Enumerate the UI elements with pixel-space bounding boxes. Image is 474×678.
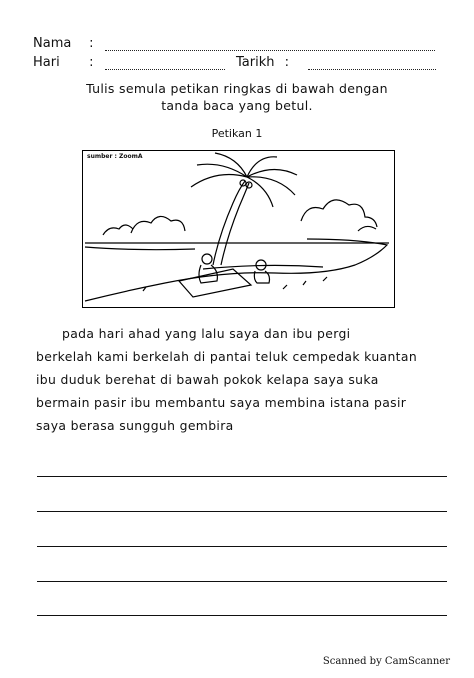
- date-colon: :: [284, 55, 290, 70]
- name-label: Nama: [33, 36, 72, 51]
- beach-illustration: [82, 150, 395, 308]
- passage: [36, 322, 446, 437]
- date-row: [236, 55, 289, 70]
- passage-line-4: bermain pasir ibu membantu saya membina istana pasir: [36, 395, 407, 410]
- scanner-watermark: Scanned by CamScanner: [322, 656, 450, 667]
- name-colon: :: [89, 36, 94, 51]
- instruction-line-1: Tulis semula petikan ringkas di bawah dengan: [86, 81, 388, 96]
- writing-line-2[interactable]: [37, 511, 447, 512]
- writing-line-4[interactable]: [37, 581, 447, 582]
- instruction-line-2: tanda baca yang betul.: [161, 98, 313, 113]
- date-field[interactable]: [308, 59, 436, 70]
- day-row: [33, 55, 94, 70]
- figure-caption: Petikan 1: [211, 127, 263, 140]
- date-label: Tarikh: [236, 55, 275, 70]
- writing-line-5[interactable]: [37, 615, 447, 616]
- name-field[interactable]: [105, 40, 435, 51]
- writing-line-1[interactable]: [37, 476, 447, 477]
- beach-palm-tree-icon: [83, 151, 393, 306]
- image-source-label: sumber : ZoomA: [87, 153, 143, 160]
- day-colon: :: [89, 55, 94, 70]
- writing-line-3[interactable]: [37, 546, 447, 547]
- day-label: Hari: [33, 55, 60, 70]
- passage-line-5: saya berasa sungguh gembira: [36, 418, 234, 433]
- name-row: [33, 36, 94, 51]
- passage-line-3: ibu duduk berehat di bawah pokok kelapa saya suka: [36, 372, 379, 387]
- day-field[interactable]: [105, 59, 225, 70]
- passage-line-2: berkelah kami berkelah di pantai teluk cempedak kuantan: [36, 349, 418, 364]
- passage-line-1: pada hari ahad yang lalu saya dan ibu pergi: [62, 326, 351, 341]
